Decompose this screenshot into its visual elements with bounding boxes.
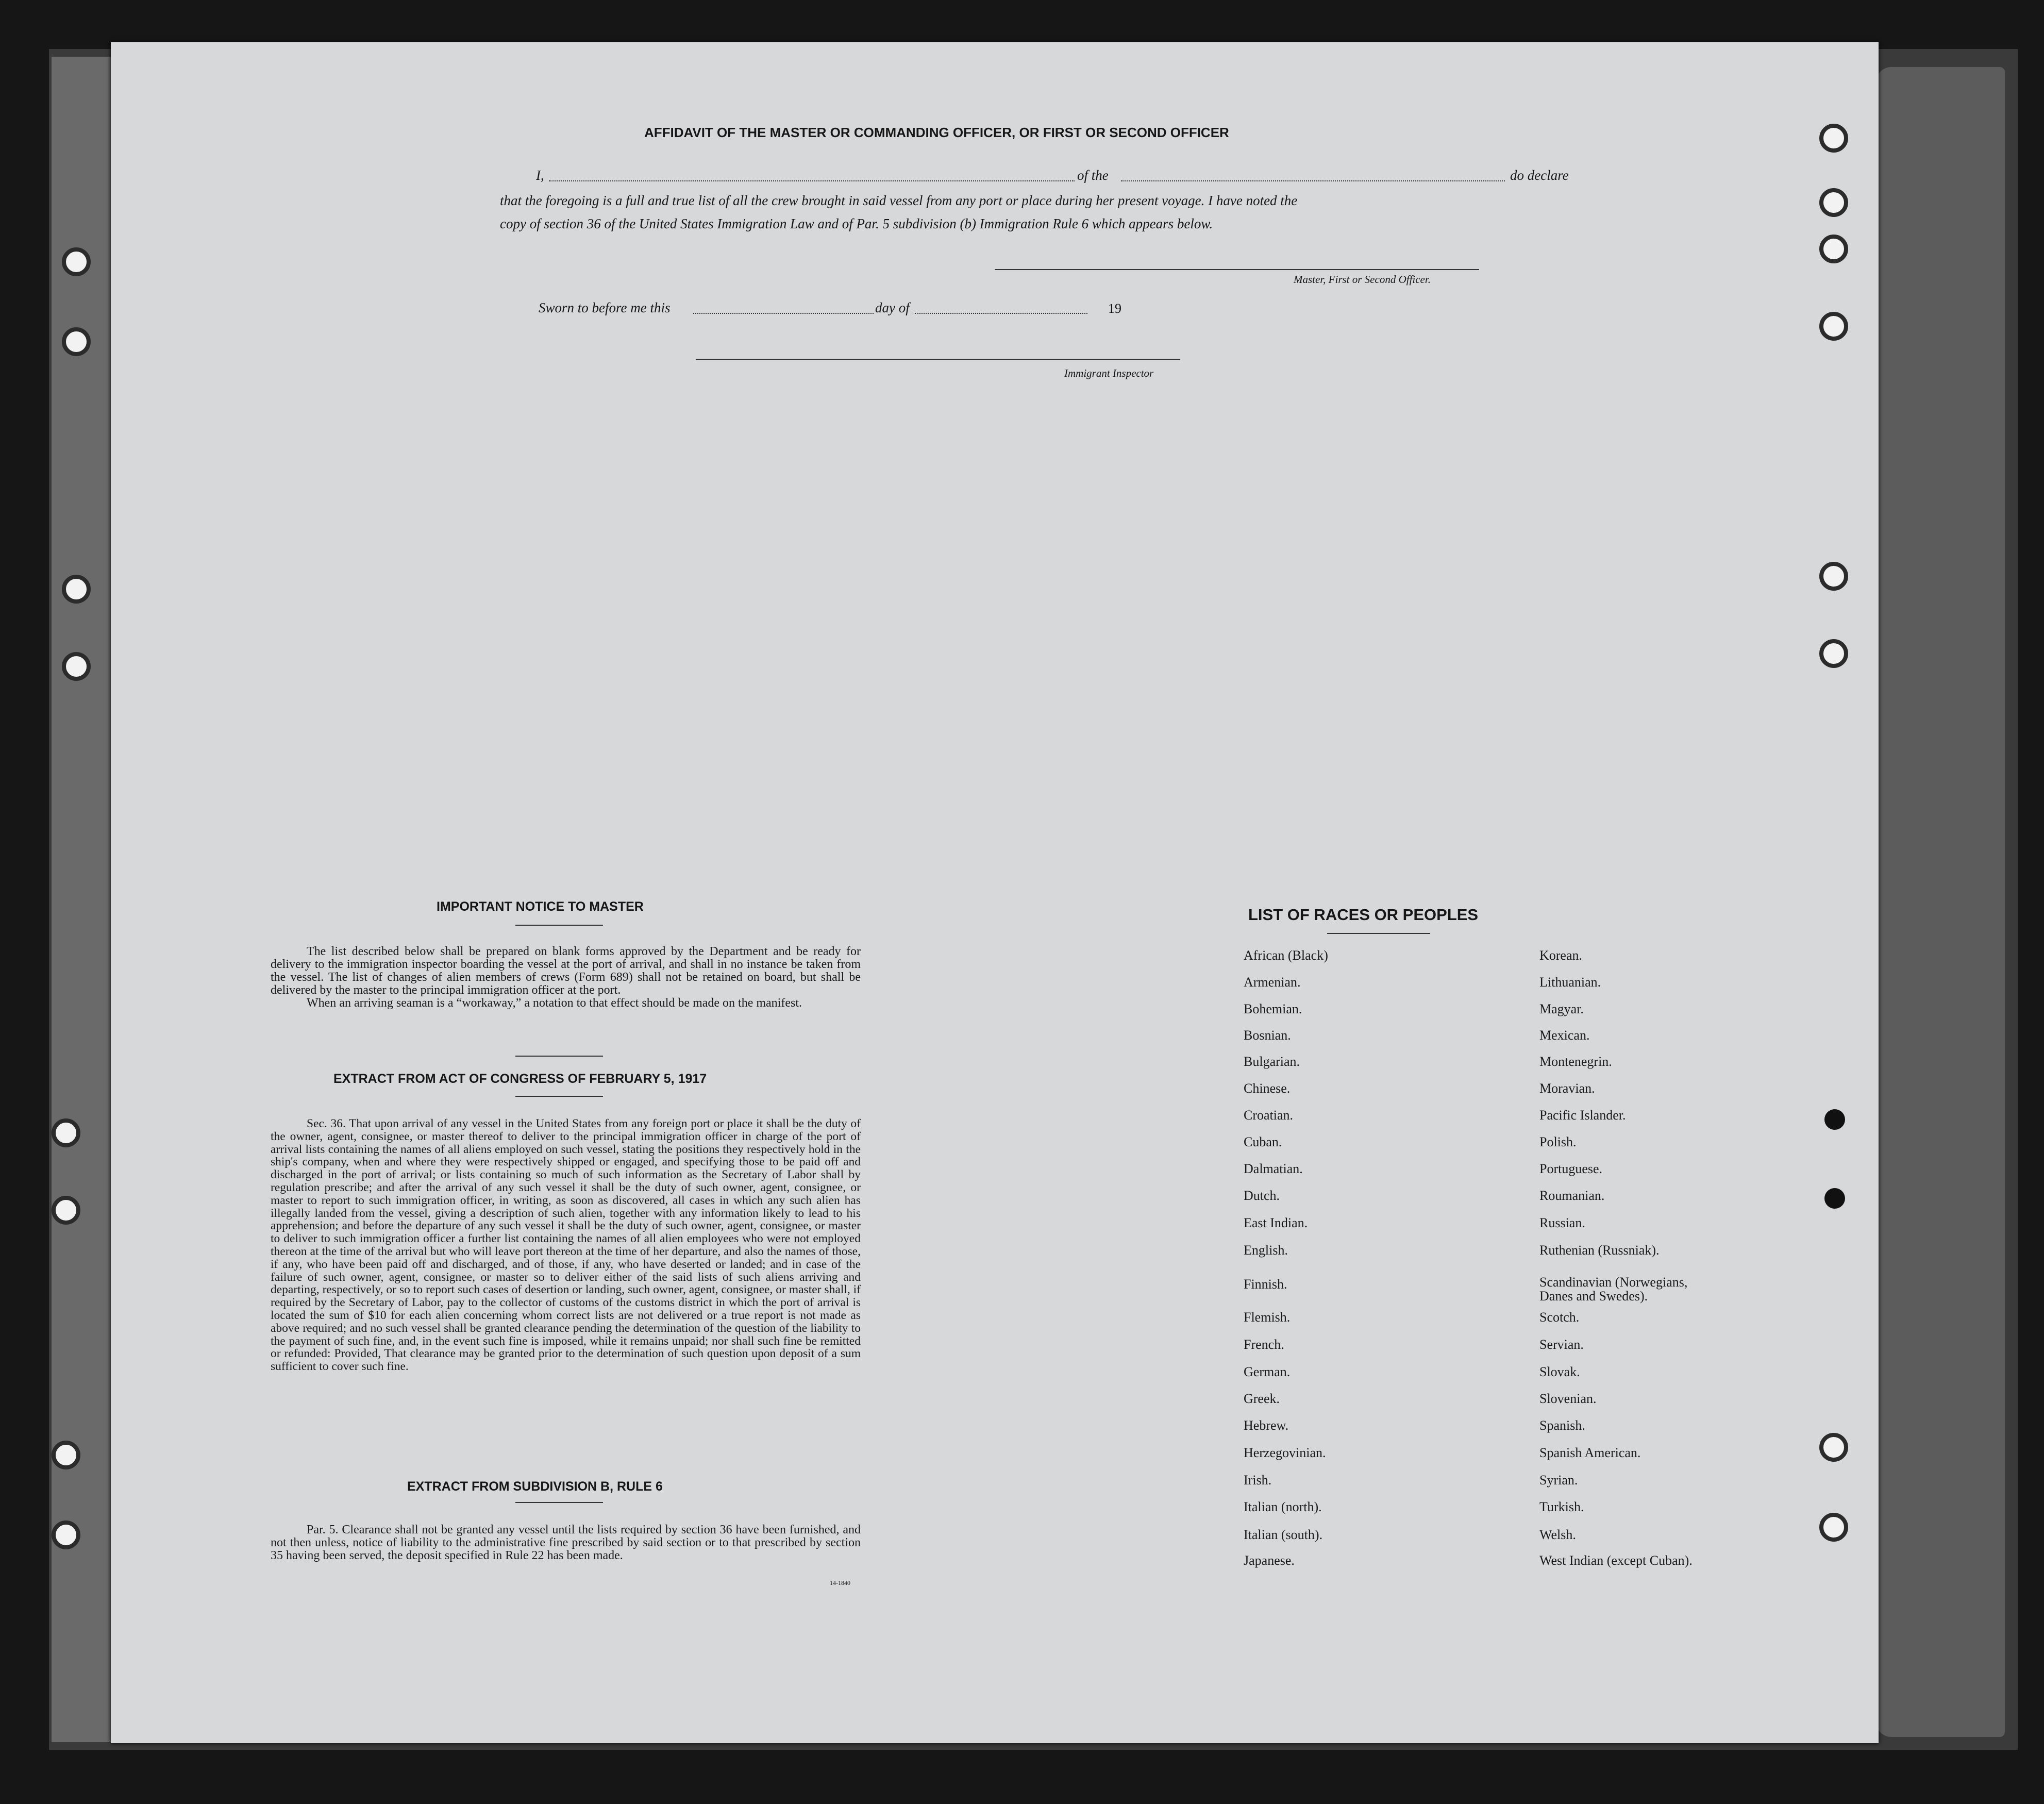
day-of-label: day of xyxy=(875,300,910,315)
race-item: Bosnian. xyxy=(1244,1028,1291,1043)
punch-hole-icon xyxy=(1824,1188,1845,1209)
left-ring-icon xyxy=(62,327,91,356)
notice-divider xyxy=(515,1056,603,1057)
left-ring-icon xyxy=(52,1441,80,1469)
race-item: Polish. xyxy=(1539,1134,1577,1149)
race-item: Russian. xyxy=(1539,1215,1585,1230)
affidavit-line-3: copy of section 36 of the United States Immigration Law and of Par. 5 subdivision (b) Immigration Rule 6 which appears below. xyxy=(500,216,1213,231)
notice-paragraph-1: The list described below shall be prepared on blank forms approved by the Department and be ready for delivery to the immigration inspector boarding the vessel at the port of arrival, and shall in no instance be taken from the vessel. The list of changes of alien members of crews (Form 689) shall not be retained on board, but shall be delivered by the master to the principal immigration officer at the port. xyxy=(271,945,861,997)
race-item: Spanish American. xyxy=(1539,1445,1641,1460)
affidavit-line-2: that the foregoing is a full and true list of all the crew brought in said vessel from any port or place during her present voyage. I have noted the xyxy=(500,193,1298,208)
signature-line xyxy=(995,269,1479,270)
rule6-underline xyxy=(515,1502,603,1503)
races-heading: LIST OF RACES OR PEOPLES xyxy=(1248,906,1479,924)
race-item: Roumanian. xyxy=(1539,1188,1605,1203)
race-item: Magyar. xyxy=(1539,1001,1584,1016)
race-item: Chinese. xyxy=(1244,1081,1291,1096)
punch-hole-icon xyxy=(1824,1109,1845,1130)
rule6-heading: EXTRACT FROM SUBDIVISION B, RULE 6 xyxy=(407,1479,663,1494)
signature-label: Master, First or Second Officer. xyxy=(1294,273,1431,286)
name-line xyxy=(549,180,1075,181)
race-item: Herzegovinian. xyxy=(1244,1445,1326,1460)
race-item: Finnish. xyxy=(1244,1277,1287,1292)
race-item: German. xyxy=(1244,1364,1291,1379)
race-item: Slovak. xyxy=(1539,1364,1580,1379)
sworn-month-line xyxy=(915,313,1087,314)
right-ring-icon xyxy=(1819,188,1848,217)
race-item: East Indian. xyxy=(1244,1215,1308,1230)
vessel-line xyxy=(1121,180,1505,181)
race-item: Servian. xyxy=(1539,1337,1584,1352)
race-item: Scotch. xyxy=(1539,1310,1580,1325)
race-item: African (Black) xyxy=(1244,948,1328,963)
affidavit-title: AFFIDAVIT OF THE MASTER OR COMMANDING OFFICER, OR FIRST OR SECOND OFFICER xyxy=(644,125,1229,140)
race-item: Bulgarian. xyxy=(1244,1054,1300,1069)
race-item: Croatian. xyxy=(1244,1108,1294,1123)
notice-underline xyxy=(515,925,603,926)
right-ring-icon xyxy=(1819,235,1848,263)
race-item: Montenegrin. xyxy=(1539,1054,1612,1069)
race-item: Cuban. xyxy=(1244,1134,1282,1149)
year-label: 19 xyxy=(1108,301,1121,316)
right-ring-icon xyxy=(1819,1513,1848,1542)
race-item: Welsh. xyxy=(1539,1527,1576,1542)
race-item: Scandinavian (Norwegians, Danes and Swedes). xyxy=(1539,1275,1688,1304)
form-number: 14-1840 xyxy=(830,1579,850,1586)
notice-paragraph-2: When an arriving seaman is a “workaway,” a notation to that effect should be made on the manifest. xyxy=(307,996,802,1010)
race-item: English. xyxy=(1244,1243,1288,1258)
race-item: Syrian. xyxy=(1539,1473,1578,1488)
left-ring-icon xyxy=(52,1196,80,1225)
race-item: Italian (south). xyxy=(1244,1527,1323,1542)
race-item: Slovenian. xyxy=(1539,1391,1597,1406)
right-ring-icon xyxy=(1819,124,1848,153)
act-heading: EXTRACT FROM ACT OF CONGRESS OF FEBRUARY 5, 1917 xyxy=(333,1072,707,1086)
race-item: Korean. xyxy=(1539,948,1583,963)
races-underline xyxy=(1327,933,1430,934)
race-item: Irish. xyxy=(1244,1473,1272,1488)
rule6-paragraph: Par. 5. Clearance shall not be granted any vessel until the lists required by section 36 have been furnished, and not then unless, notice of liability to the administrative fine prescribed by said section or to that prescribed by section 35 having been served, the deposit specified in Rule 22 has been made. xyxy=(271,1523,861,1562)
race-item: Armenian. xyxy=(1244,975,1301,990)
act-section-36: Sec. 36. That upon arrival of any vessel in the United States from any foreign port or place it shall be the duty of the owner, agent, consignee, or master thereof to deliver to the principal immigration officer in charge of the port of arrival lists containing the names of all aliens employed on such vessel, stating the positions they respectively hold in the ship's company, when and where they were respectively shipped or engaged, and specifying those to be paid off and discharged in the port of arrival; or lists containing so much of such information as the Secretary of Labor shall by regulation prescribe; and after the arrival of any such vessel it shall be the duty of such owner, agent, consignee, or master to report to such immigration officer, in writing, as soon as discovered, all cases in which any such alien has illegally landed from the vessel, giving a description of such alien, together with any information likely to lead to his apprehension; and before the departure of any such vessel it shall be the duty of such owner, agent, consignee, or master to deliver to such immigration officer a further list containing the names of all alien employees who were not employed thereon at the time of the arrival but who will leave port thereon at the time of her departure, and also the names of those, if any, who have been paid off and discharged, and of those, if any, who have deserted or landed; and in case of the failure of such owner, agent, consignee, or master so to deliver either of the said lists of such aliens arriving and departing, respectively, or so to report such cases of desertion or landing, such owner, agent, consignee, or master shall, if required by the Secretary of Labor, pay to the collector of customs of the customs district in which the port of arrival is located the sum of $10 for each alien concerning whom correct lists are not delivered or a true report is not made as above required; and no such vessel shall be granted clearance pending the determination of the question of the liability to the payment of such fine, and, in the event such fine is imposed, while it remains unpaid; nor shall such fine be remitted or refunded: Provided, That clearance may be granted prior to the determination of such question upon deposit of a sum sufficient to cover such fine. xyxy=(271,1117,861,1374)
left-ring-icon xyxy=(62,575,91,604)
sworn-label: Sworn to before me this xyxy=(539,300,671,315)
form-page xyxy=(111,42,1879,1743)
race-item: Hebrew. xyxy=(1244,1418,1289,1433)
race-item: Moravian. xyxy=(1539,1081,1595,1096)
race-item: Dutch. xyxy=(1244,1188,1280,1203)
race-item: Portuguese. xyxy=(1539,1161,1603,1176)
inspector-label: Immigrant Inspector xyxy=(1064,367,1154,379)
race-item: Mexican. xyxy=(1539,1028,1590,1043)
left-ring-icon xyxy=(62,247,91,276)
race-item: Lithuanian. xyxy=(1539,975,1601,990)
affidavit-declare-label: do declare xyxy=(1510,168,1569,183)
affidavit-i-label: I, xyxy=(536,168,544,183)
race-item: French. xyxy=(1244,1337,1284,1352)
race-item: Pacific Islander. xyxy=(1539,1108,1626,1123)
rule6-text xyxy=(271,1524,861,1562)
race-item: West Indian (except Cuban). xyxy=(1539,1553,1693,1568)
race-item: Greek. xyxy=(1244,1391,1280,1406)
binder-right-edge xyxy=(1876,67,2005,1737)
sworn-day-line xyxy=(693,313,874,314)
right-ring-icon xyxy=(1819,1433,1848,1462)
race-item: Dalmatian. xyxy=(1244,1161,1303,1176)
right-ring-icon xyxy=(1819,312,1848,341)
notice-heading: IMPORTANT NOTICE TO MASTER xyxy=(437,899,644,914)
left-ring-icon xyxy=(52,1118,80,1147)
race-item: Ruthenian (Russniak). xyxy=(1539,1243,1660,1258)
race-item: Bohemian. xyxy=(1244,1001,1302,1016)
race-item: Japanese. xyxy=(1244,1553,1295,1568)
race-item: Turkish. xyxy=(1539,1499,1584,1514)
right-ring-icon xyxy=(1819,562,1848,591)
notice-text xyxy=(271,945,861,1010)
race-item: Italian (north). xyxy=(1244,1499,1322,1514)
race-item: Flemish. xyxy=(1244,1310,1291,1325)
act-text xyxy=(271,1117,861,1373)
left-ring-icon xyxy=(62,652,91,681)
right-ring-icon xyxy=(1819,639,1848,668)
race-item: Spanish. xyxy=(1539,1418,1585,1433)
act-underline xyxy=(515,1096,603,1097)
affidavit-of-label: of the xyxy=(1077,168,1109,183)
inspector-signature-line xyxy=(696,359,1180,360)
left-ring-icon xyxy=(52,1521,80,1549)
